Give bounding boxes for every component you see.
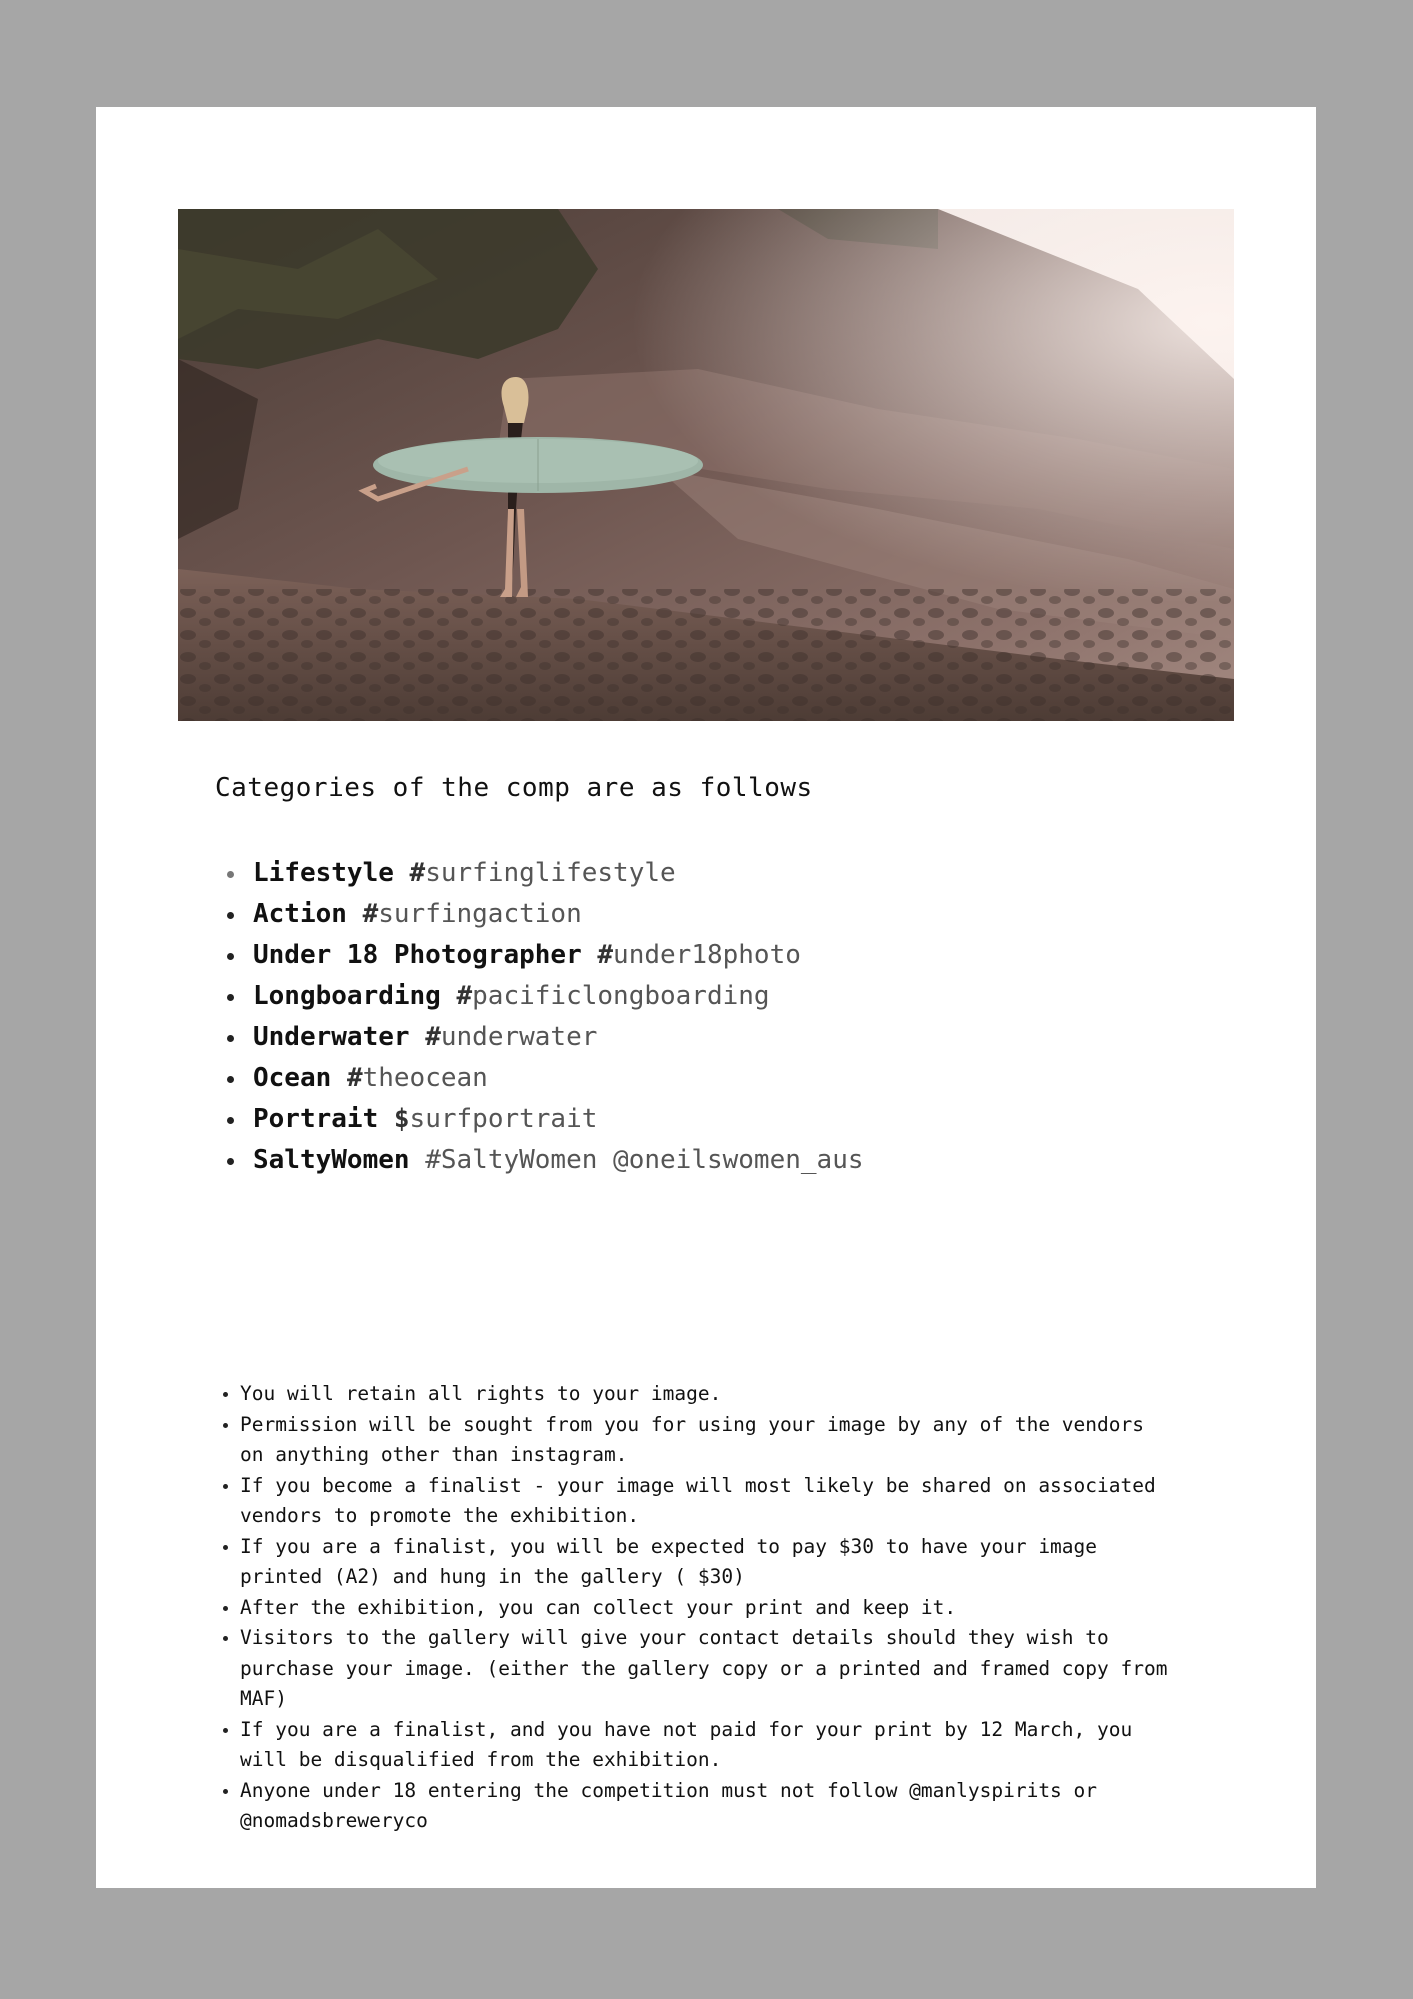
- category-symbol: $: [393, 1104, 410, 1134]
- rule-item: Permission will be sought from you for using your image by any of the vendors on anything other than instagram.: [240, 1410, 1240, 1471]
- category-symbol: #: [456, 981, 473, 1011]
- category-name: Under 18 Photographer: [253, 940, 582, 970]
- category-hashtag: #SaltyWomen: [425, 1145, 598, 1175]
- categories-list: [215, 853, 864, 1181]
- rule-item: Anyone under 18 entering the competition must not follow @manlyspirits or @nomadsbreweryco: [240, 1776, 1240, 1837]
- category-name: Lifestyle: [253, 858, 394, 888]
- category-item: [253, 853, 864, 894]
- rule-item: If you are a finalist, you will be expected to pay $30 to have your image printed (A2) and hung in the gallery ( $30): [240, 1532, 1240, 1593]
- category-name: Ocean: [253, 1063, 332, 1093]
- category-item: [253, 894, 864, 935]
- category-item: [253, 1017, 864, 1058]
- categories-heading: Categories of the comp are as follows: [215, 773, 813, 803]
- category-name: Action: [253, 899, 347, 929]
- category-hashtag: under18photo: [613, 940, 801, 970]
- category-item: [253, 976, 864, 1017]
- category-hashtag: theocean: [362, 1063, 488, 1093]
- rules-list: [221, 1379, 1240, 1837]
- surfer-photo: [178, 209, 1234, 721]
- rule-item: If you are a finalist, and you have not paid for your print by 12 March, you will be disqualified from the exhibition.: [240, 1715, 1240, 1776]
- category-name: Underwater: [253, 1022, 410, 1052]
- category-symbol: #: [346, 1063, 363, 1093]
- category-symbol: #: [425, 1022, 441, 1052]
- category-hashtag: pacificlongboarding: [472, 981, 770, 1011]
- category-item: [253, 935, 864, 976]
- document-page: [96, 107, 1316, 1888]
- rule-item: After the exhibition, you can collect your print and keep it.: [240, 1593, 1240, 1624]
- category-hashtag: surfportrait: [409, 1104, 598, 1134]
- category-handle: @oneilswomen_aus: [613, 1145, 864, 1175]
- rule-item: If you become a finalist - your image will most likely be shared on associated vendors to promote the exhibition.: [240, 1471, 1240, 1532]
- category-name: Portrait: [253, 1104, 379, 1134]
- rule-item: You will retain all rights to your image.: [240, 1379, 1240, 1410]
- category-item: [253, 1099, 864, 1140]
- category-item: [253, 1140, 864, 1181]
- category-item: [253, 1058, 864, 1099]
- category-symbol: #: [597, 940, 614, 970]
- category-name: SaltyWomen: [253, 1145, 410, 1175]
- rule-item: Visitors to the gallery will give your contact details should they wish to purchase your image. (either the gallery copy or a printed and framed copy from MAF): [240, 1623, 1240, 1715]
- category-symbol: #: [409, 858, 426, 888]
- category-hashtag: surfingaction: [378, 899, 582, 929]
- category-hashtag: surfinglifestyle: [425, 858, 676, 888]
- category-symbol: #: [362, 899, 379, 929]
- category-hashtag: underwater: [440, 1022, 598, 1052]
- category-name: Longboarding: [253, 981, 441, 1011]
